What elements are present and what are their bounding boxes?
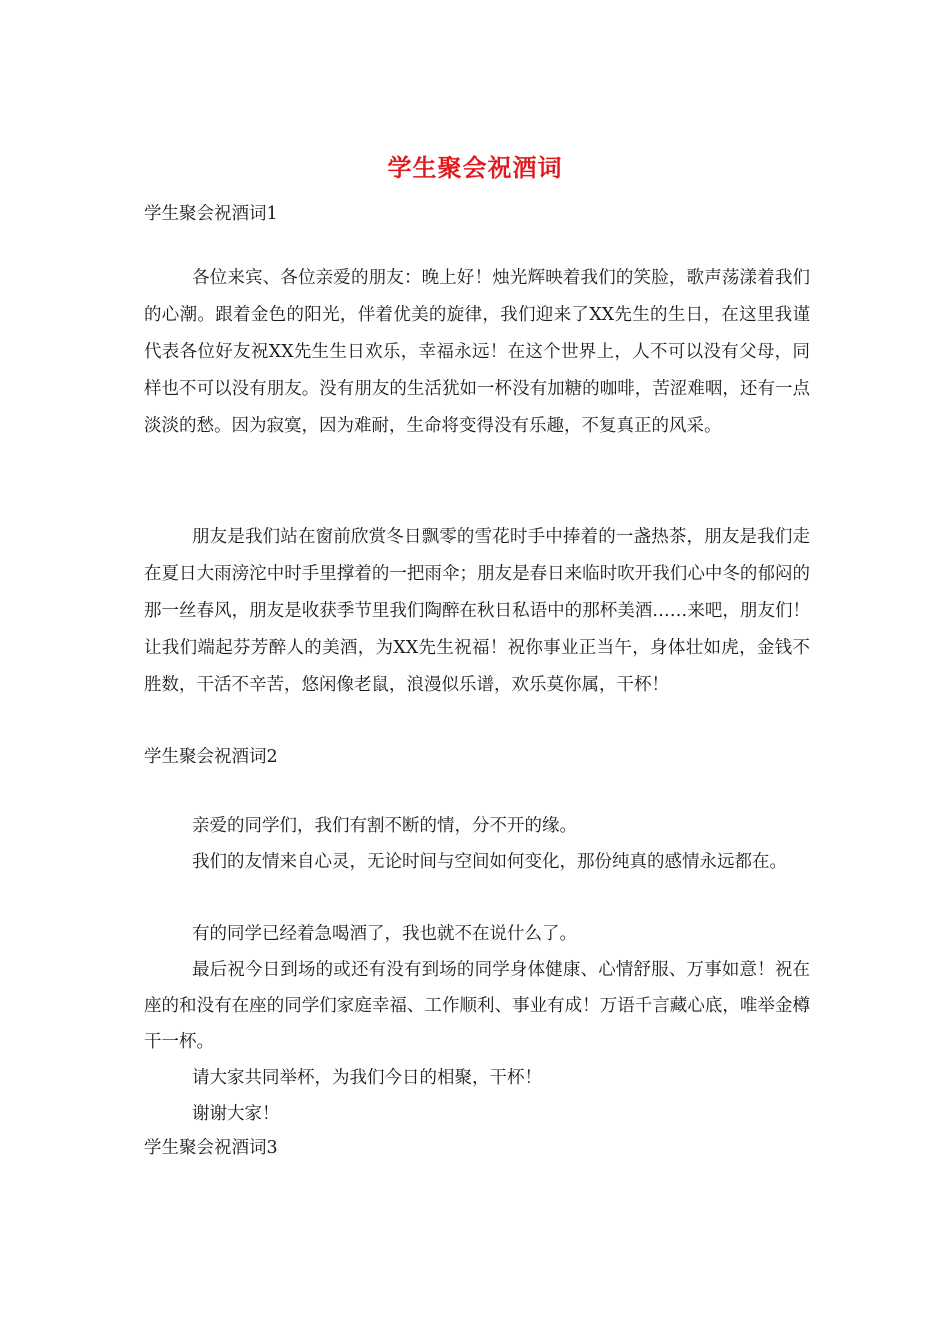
paragraph: 谢谢大家！ <box>192 1104 280 1124</box>
paragraph: 各位来宾、各位亲爱的朋友：晚上好！烛光辉映着我们的笑脸，歌声荡漾着我们的心潮。跟着金色的阳光，伴着优美的旋律，我们迎来了XX先生的生日，在这里我谨代表各位好友祝XX先生生日欢乐，幸福永远！在这个世界上，人不可以没有父母，同样也不可以没有朋友。没有朋友的生活犹如一杯没有加糖的咖啡，苦涩难咽，还有一点淡淡的愁。因为寂寞，因为难耐，生命将变得没有乐趣，不复真正的风采。 <box>144 268 810 436</box>
document-title: 学生聚会祝酒词 <box>387 153 563 182</box>
section-heading-2: 学生聚会祝酒词2 <box>144 747 278 767</box>
paragraph: 我们的友情来自心灵，无论时间与空间如何变化，那份纯真的感情永远都在。 <box>192 852 787 872</box>
paragraph: 有的同学已经着急喝酒了，我也就不在说什么了。 <box>192 924 577 944</box>
paragraph: 朋友是我们站在窗前欣赏冬日飘零的雪花时手中捧着的一盏热茶，朋友是我们走在夏日大雨滂沱中时手里撑着的一把雨伞；朋友是春日来临时吹开我们心中冬的郁闷的那一丝春风，朋友是收获季节里我们陶醉在秋日私语中的那杯美酒……来吧，朋友们！让我们端起芬芳醉人的美酒，为XX先生祝福！祝你事业正当午，身体壮如虎，金钱不胜数，干活不辛苦，悠闲像老鼠，浪漫似乐谱，欢乐莫你属，干杯！ <box>144 527 810 695</box>
section-heading-1: 学生聚会祝酒词1 <box>144 204 278 224</box>
paragraph: 亲爱的同学们，我们有割不断的情，分不开的缘。 <box>192 816 577 836</box>
paragraph: 请大家共同举杯，为我们今日的相聚，干杯！ <box>192 1068 542 1088</box>
paragraph: 最后祝今日到场的或还有没有到场的同学身体健康、心情舒服、万事如意！祝在座的和没有在座的同学们家庭幸福、工作顺利、事业有成！万语千言藏心底，唯举金樽干一杯。 <box>144 960 810 1052</box>
section-heading-3: 学生聚会祝酒词3 <box>144 1138 278 1158</box>
